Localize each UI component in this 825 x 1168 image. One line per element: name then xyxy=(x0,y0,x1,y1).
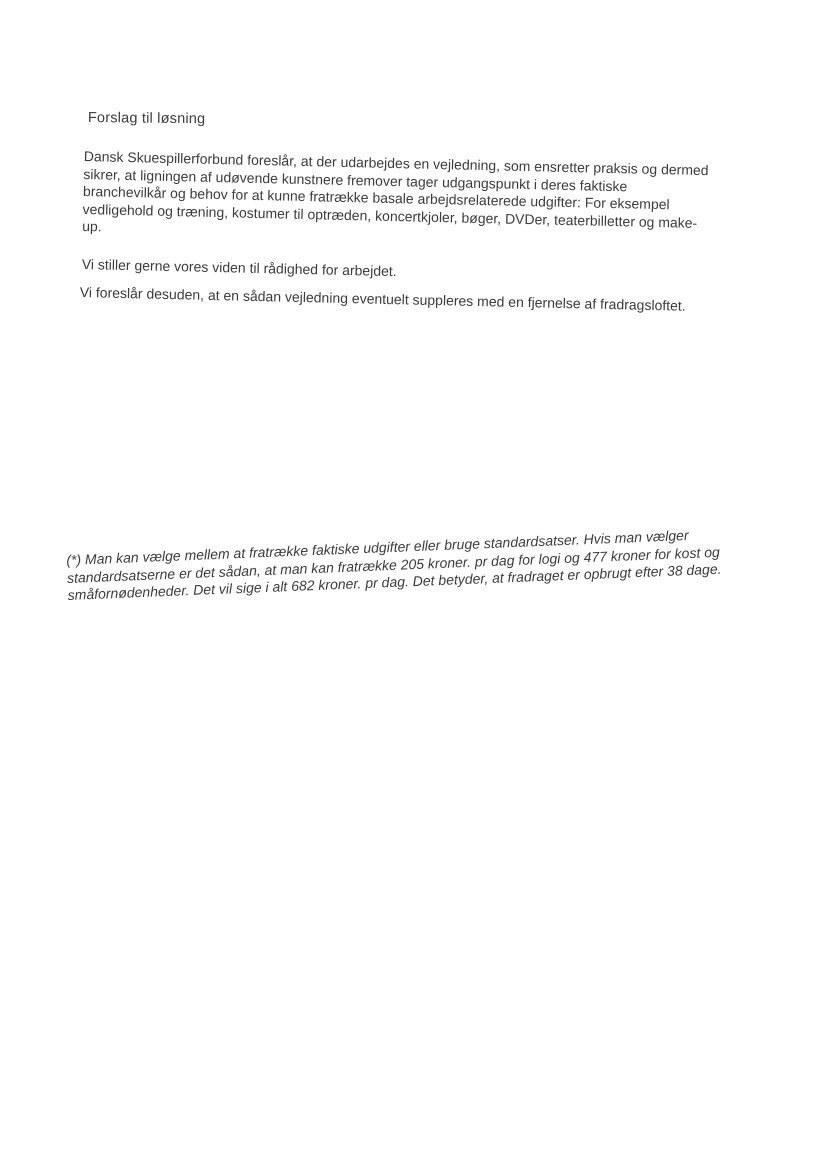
footnote: (*) Man kan vælge mellem at fratrække faktiske udgifter eller bruge standardsatser. Hvis man vælger standardsatserne er det sådan, at man kan fratrække 205 kroner. pr dag for logi og 477 kroner for kost og småfornødenheder. Det vil sige i alt 682 kroner. pr dag. Det betyder, at fradraget er opbrugt efter 38 dage. xyxy=(66,527,722,603)
supplement-paragraph: Vi foreslår desuden, at en sådan vejledning eventuelt suppleres med en fjernelse af fradragsloftet. xyxy=(79,284,686,314)
proposal-paragraph: Dansk Skuespillerforbund foreslår, at der udarbejdes en vejledning, som ensretter praksis og dermed sikrer, at ligningen af udøvende kunstnere fremover tager udgangspunkt i deres faktiske branchevilkår og behov for at kunne fratrække basale arbejdsrelaterede udgifter: For eksempel vedligehold og træning, kostumer til optræden, koncertkjoler, bøger, DVDer, teaterbilletter og make-up. xyxy=(82,148,709,235)
section-heading: Forslag til løsning xyxy=(87,110,206,128)
offer-paragraph: Vi stiller gerne vores viden til rådighed for arbejdet. xyxy=(81,256,397,280)
